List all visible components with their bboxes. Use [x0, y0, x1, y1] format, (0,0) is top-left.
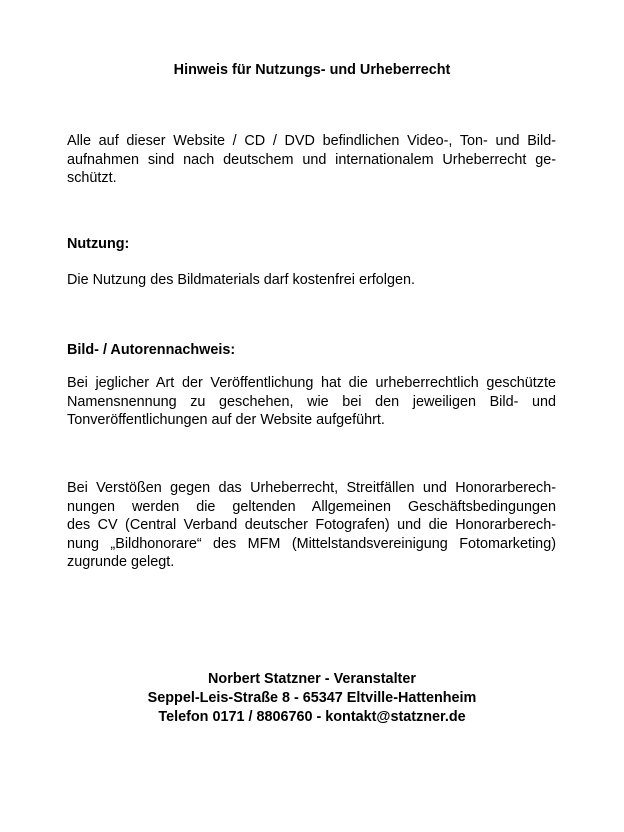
footer-contact: Telefon 0171 / 8806760 - kontakt@statzner.de: [158, 709, 466, 725]
nachweis-heading: Bild- / Autorennachweis:: [67, 342, 236, 358]
text-line: Alle auf dieser Website / CD / DVD befindlichen Video-, Ton- und Bild-: [67, 133, 556, 149]
text-line: aufnahmen sind nach deutschem und internationalem Urheberrecht ge-: [67, 151, 556, 168]
nutzung-text: Die Nutzung des Bildmaterials darf kostenfrei erfolgen.: [67, 272, 415, 288]
text-line: nung „Bildhonorare“ des MFM (Mittelstandsvereinigung Fotomarketing): [67, 535, 556, 552]
text-line: schützt.: [67, 170, 117, 187]
footer-name: Norbert Statzner - Veranstalter: [208, 671, 416, 687]
text-line: Bei Verstößen gegen das Urheberrecht, Streitfällen und Honorarberech-: [67, 480, 556, 496]
nutzung-heading: Nutzung:: [67, 236, 130, 252]
verstoss-paragraph: [67, 479, 556, 572]
text-line: Namensnennung zu geschehen, wie bei den jeweiligen Bild- und: [67, 393, 556, 410]
document-title: Hinweis für Nutzungs- und Urheberrecht: [173, 62, 451, 78]
text-line: zugrunde gelegt.: [67, 554, 175, 571]
nachweis-paragraph: [67, 374, 556, 430]
footer-address: Seppel-Leis-Straße 8 - 65347 Eltville-Hattenheim: [147, 690, 477, 706]
text-line: nungen werden die geltenden Allgemeinen Geschäftsbedingungen: [67, 498, 556, 515]
text-line: Bei jeglicher Art der Veröffentlichung hat die urheberrechtlich geschützte: [67, 375, 556, 391]
text-line: Tonveröffentlichungen auf der Website aufgeführt.: [67, 412, 385, 429]
text-line: des CV (Central Verband deutscher Fotografen) und die Honorarberech-: [67, 517, 556, 534]
contact-footer: [0, 670, 624, 727]
intro-paragraph: [67, 132, 556, 188]
